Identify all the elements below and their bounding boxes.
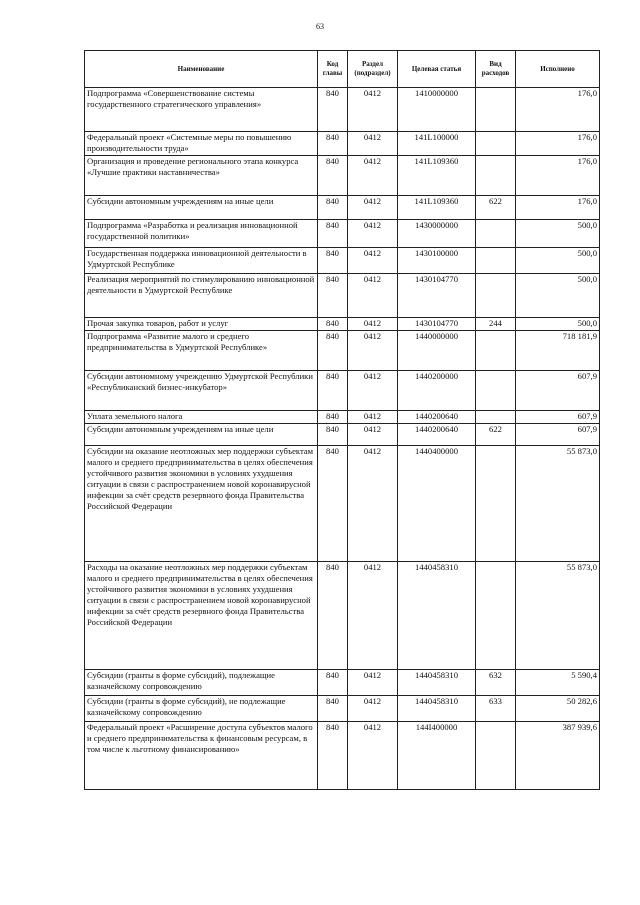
row-type [476,371,516,411]
row-code: 840 [318,371,348,411]
row-code: 840 [318,562,348,670]
row-code: 840 [318,156,348,196]
row-section: 0412 [348,331,398,371]
row-amount: 5 590,4 [516,670,600,696]
row-target: 1430100000 [398,248,476,274]
row-amount: 607,9 [516,424,600,446]
row-section: 0412 [348,371,398,411]
table-row [85,156,600,196]
row-amount: 176,0 [516,88,600,132]
row-code: 840 [318,670,348,696]
row-section: 0412 [348,696,398,722]
row-target: 141L109360 [398,196,476,220]
table-row [85,132,600,156]
row-target: 144I400000 [398,722,476,790]
row-code: 840 [318,424,348,446]
row-target: 141L100000 [398,132,476,156]
row-amount: 500,0 [516,274,600,318]
row-name: Организация и проведение регионального этапа конкурса «Лучшие практики наставничества» [85,156,318,196]
row-target: 1440200640 [398,424,476,446]
row-type [476,132,516,156]
row-amount: 500,0 [516,220,600,248]
row-name: Субсидии на оказание неотложных мер поддержки субъектам малого и среднего предпринимательства в целях обеспечения устойчивого развития экономики в условиях ухудшения ситуации в связи с распространением новой коронавирусной инфекции за счёт средств резервного фонда Правительства Российской Федерации [85,446,318,562]
row-amount: 176,0 [516,156,600,196]
row-amount: 55 873,0 [516,446,600,562]
row-target: 1440200640 [398,411,476,424]
row-amount: 500,0 [516,248,600,274]
row-code: 840 [318,722,348,790]
row-type [476,562,516,670]
row-code: 840 [318,331,348,371]
budget-table [84,50,600,790]
header-executed: Исполнено [516,51,600,88]
row-amount: 50 282,6 [516,696,600,722]
row-code: 840 [318,446,348,562]
row-type [476,446,516,562]
table-row [85,331,600,371]
row-code: 840 [318,196,348,220]
row-target: 141L109360 [398,156,476,196]
row-name: Субсидии автономным учреждениям на иные цели [85,196,318,220]
row-section: 0412 [348,248,398,274]
row-type: 622 [476,424,516,446]
row-code: 840 [318,220,348,248]
header-chapter-code: Код главы [318,51,348,88]
row-type [476,331,516,371]
row-target: 1440458310 [398,670,476,696]
row-type [476,248,516,274]
header-expense-type: Вид расходов [476,51,516,88]
row-type [476,411,516,424]
row-name: Прочая закупка товаров, работ и услуг [85,318,318,331]
table-row [85,318,600,331]
table-row [85,562,600,670]
row-type: 244 [476,318,516,331]
table-row [85,88,600,132]
row-section: 0412 [348,220,398,248]
row-name: Подпрограмма «Совершенствование системы государственного стратегического управления» [85,88,318,132]
row-amount: 55 873,0 [516,562,600,670]
row-code: 840 [318,248,348,274]
row-amount: 176,0 [516,196,600,220]
row-target: 1410000000 [398,88,476,132]
row-name: Субсидии автономным учреждениям на иные цели [85,424,318,446]
row-name: Субсидии (гранты в форме субсидий), подлежащие казначейскому сопровождению [85,670,318,696]
table-row [85,274,600,318]
row-section: 0412 [348,132,398,156]
row-type [476,274,516,318]
row-type [476,156,516,196]
row-section: 0412 [348,562,398,670]
row-name: Реализация мероприятий по стимулированию инновационной деятельности в Удмуртской Республике [85,274,318,318]
row-name: Расходы на оказание неотложных мер поддержки субъектам малого и среднего предпринимательства в целях обеспечения устойчивого развития экономики в условиях ухудшения ситуации в связи с распространением новой коронавирусной инфекции за счёт средств резервного фонда Правительства Российской Федерации [85,562,318,670]
header-name: Наименование [85,51,318,88]
row-name: Уплата земельного налога [85,411,318,424]
row-code: 840 [318,132,348,156]
row-target: 1430104770 [398,318,476,331]
table-row [85,196,600,220]
table-row [85,446,600,562]
row-target: 1430000000 [398,220,476,248]
table-row [85,670,600,696]
row-target: 1430104770 [398,274,476,318]
row-section: 0412 [348,670,398,696]
table-row [85,220,600,248]
table-row [85,722,600,790]
row-target: 1440200000 [398,371,476,411]
row-target: 1440458310 [398,696,476,722]
header-section: Раздел (подраздел) [348,51,398,88]
table-row [85,424,600,446]
row-section: 0412 [348,156,398,196]
row-name: Федеральный проект «Расширение доступа субъектов малого и среднего предпринимательства к финансовым ресурсам, в том числе к льготному финансированию» [85,722,318,790]
row-target: 1440458310 [398,562,476,670]
row-code: 840 [318,411,348,424]
row-code: 840 [318,274,348,318]
header-target: Целевая статья [398,51,476,88]
row-target: 1440000000 [398,331,476,371]
row-type [476,722,516,790]
row-amount: 607,9 [516,411,600,424]
row-name: Субсидии (гранты в форме субсидий), не подлежащие казначейскому сопровождению [85,696,318,722]
row-name: Субсидии автономному учреждению Удмуртской Республики «Республиканский бизнес-инкубатор» [85,371,318,411]
row-amount: 387 939,6 [516,722,600,790]
row-amount: 607,9 [516,371,600,411]
row-type [476,88,516,132]
row-amount: 176,0 [516,132,600,156]
row-section: 0412 [348,424,398,446]
row-type [476,220,516,248]
table-row [85,248,600,274]
row-type: 633 [476,696,516,722]
row-code: 840 [318,696,348,722]
row-section: 0412 [348,446,398,562]
row-section: 0412 [348,722,398,790]
row-name: Подпрограмма «Разработка и реализация инновационной государственной политики» [85,220,318,248]
row-type: 622 [476,196,516,220]
row-section: 0412 [348,196,398,220]
table-row [85,696,600,722]
row-amount: 500,0 [516,318,600,331]
row-target: 1440400000 [398,446,476,562]
row-type: 632 [476,670,516,696]
row-section: 0412 [348,411,398,424]
row-name: Государственная поддержка инновационной деятельности в Удмуртской Республике [85,248,318,274]
row-name: Подпрограмма «Развитие малого и среднего предпринимательства в Удмуртской Республике» [85,331,318,371]
row-code: 840 [318,88,348,132]
row-code: 840 [318,318,348,331]
row-section: 0412 [348,318,398,331]
row-name: Федеральный проект «Системные меры по повышению производительности труда» [85,132,318,156]
row-amount: 718 181,9 [516,331,600,371]
row-section: 0412 [348,274,398,318]
page-number: 63 [316,22,324,31]
row-section: 0412 [348,88,398,132]
table-header-row [85,51,600,88]
table-row [85,371,600,411]
table-row [85,411,600,424]
